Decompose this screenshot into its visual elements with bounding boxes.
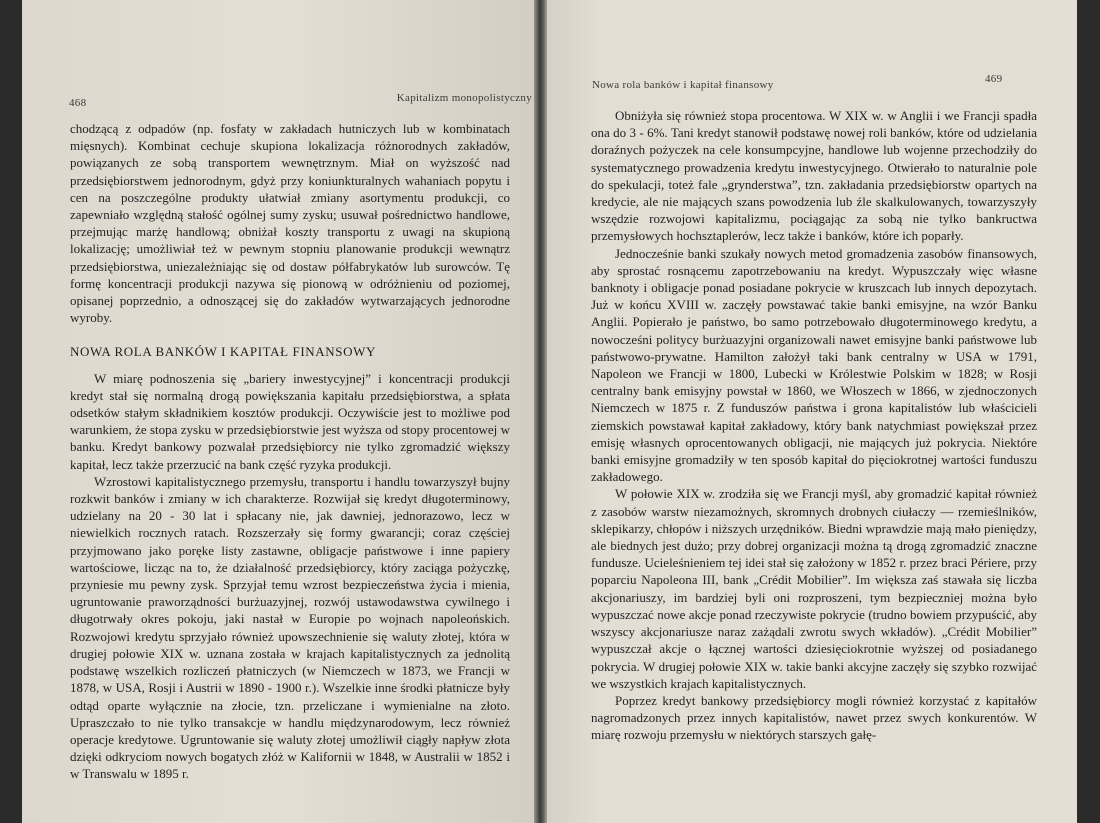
left-page-body [70,120,510,783]
section-heading: NOWA ROLA BANKÓW I KAPITAŁ FINANSOWY [70,344,376,360]
paragraph: Poprzez kredyt bankowy przedsiębiorcy mogli również korzystać z kapitałów nagromadzonych przez innych kapitalistów, nawet przez swych konkurentów. W miarę rozwoju przemysłu w niektórych starszych gałę- [591,692,1037,743]
paragraph: chodzącą z odpadów (np. fosfaty w zakładach hutniczych lub w kombinatach mięsnych). Kombinat cechuje skupiona lokalizacja różnorodnych zakładów, powiązanych ze sobą transportem wewnętrznym. Miał on wyższość nad przedsiębiorstwem jednorodnym, gdyż przy koniunkturalnych wahaniach popytu i cen na poszczególne produkty ułatwiał zmiany asortymentu produkcji, co zapewniało względną stałość ogólnej sumy zysku; usuwał pośrednictwo handlowe, przejmując marżę handlową; obniżał koszty transportu z uwagi na skupioną lokalizację; umożliwiał też w pewnym stopniu planowanie produkcji wewnątrz przedsiębiorstwa, uniezależniając się od dostaw półfabrykatów lub surowców. Tę formę koncentracji produkcji nazywa się pionową w odróżnieniu od poziomej, opisanej poprzednio, a odnoszącej się do zakładów wytwarzających jednorodne wyroby. [70,121,510,326]
right-page [547,0,1077,823]
paragraph: Wzrostowi kapitalistycznego przemysłu, transportu i handlu towarzyszył bujny rozkwit banków i zmiany w ich charakterze. Rozwijał się kredyt długoterminowy, udzielany na 20 - 30 lat i spłacany nie, jak dawniej, jednorazowo, lecz w niewielkich rocznych ratach. Rozszerzały się formy gwarancji; coraz częściej przyjmowano jako poręke listy zastawne, obligacje państwowe i inne papiery wartościowe, licząc na to, że działalność przedsiębiorcy, który zaciąga pożyczkę, przyniesie mu pewny zysk. Sprzyjał temu wzrost bezpieczeństwa życia i mienia, ugruntowanie praworządności burżuazyjnej, rozwój ustawodawstwa cywilnego i długotrwały okres pokoju, jaki nastał w Europie po wojnach napoleońskich. Rozwojowi kredytu sprzyjało również upowszechnienie się waluty złotej, która w drugiej połowie XIX w. uznana została w krajach kapitalistycznych za jednolitą podstawę wszelkich rozliczeń płatniczych (w Niemczech w 1873, we Francji w 1878, w USA, Rosji i Austrii w 1890 - 1900 r.). Wszelkie inne środki płatnicze były odtąd oparte wyłącznie na złocie, tzn. przeliczane i wymienialne na złoto. Upraszczało to nie tylko transakcje w handlu międzynarodowym, lecz również operacje kredytowe. Ugruntowanie się waluty złotej umożliwił ciągły napływ złota dzięki odkryciom nowych bogatych złóż w Kalifornii w 1848, w Australii w 1852 i w Transwalu w 1895 r. [70,473,510,782]
page-number: 469 [985,73,1003,85]
left-page [22,0,534,823]
paragraph: Obniżyła się również stopa procentowa. W XIX w. w Anglii i we Francji spadła ona do 3 - 6%. Tani kredyt stanowił podstawę nowej roli banków, które od udzielania doraźnych pożyczek na cele konsumpcyjne, handlowe lub wojenne przechodziły do systematycznego prowadzenia kredytu inwestycyjnego. Otwierało to naturalnie pole do spekulacji, toteż fale „grynderstwa”, tzn. zakładania przedsiębiorstw opartych na kredycie, ale nie mających szans powodzenia lub źle skalkulowanych, towarzyszyły wszędzie rozwojowi kapitalizmu, pociągając za sobą nie tylko bankructwa przemysłowych hochsztaplerów, lecz także i banków, które ich poparły. [591,108,1037,244]
paragraph: W miarę podnoszenia się „bariery inwestycyjnej” i koncentracji produkcji kredyt stał się normalną drogą powiększania kapitału przedsiębiorstwa, a spłata odsetków stałym składnikiem kosztów produkcji. Oczywiście jest to możliwe pod warunkiem, że stopa zysku w przedsiębiorstwie jest wyższa od stopy procentowej w banku. Kredyt bankowy pozwalał przedsiębiorcy nie tylko zgromadzić większy kapitał, lecz także przerzucić na bank część ryzyka produkcji. [70,370,510,472]
running-head: Nowa rola banków i kapitał finansowy [592,79,774,91]
right-page-body [591,107,1037,744]
page-number: 468 [69,97,87,109]
book-spine [534,0,547,823]
running-head: Kapitalizm monopolistyczny [396,92,532,104]
paragraph: W połowie XIX w. zrodziła się we Francji myśl, aby gromadzić kapitał również z zasobów warstw niezamożnych, skromnych drobnych ciułaczy — rzemieślników, sklepikarzy, chłopów i niższych urzędników. Biedni wprawdzie mają mało pieniędzy, ale biednych jest dużo; przy dobrej organizacji można tą drogą zgromadzić znaczne fundusze. Ucieleśnieniem tej idei stał się założony w 1852 r. przez braci Périere, przy poparciu Napoleona III, bank „Crédit Mobilier”. Im większa zaś stawała się liczba akcjonariuszy, im bardziej byli oni rozproszeni, tym bezpieczniej można było wypuszczać nowe akcje ponad rzeczywiste pokrycie (trudno bowiem przypuścić, aby wszyscy akcjonariusze naraz zażądali zwrotu swych wkładów). „Crédit Mobilier” wypuszczał akcje o łącznej wartości dziesięciokrotnie wyższej od posiadanego pokrycia. W drugiej połowie XIX w. takie banki akcyjne zaczęły się szybko rozwijać we wszystkich krajach kapitalistycznych. [591,486,1037,691]
paragraph: Jednocześnie banki szukały nowych metod gromadzenia zasobów finansowych, aby sprostać rosnącemu zapotrzebowaniu na kredyt. Wypuszczały więc własne banknoty i obligacje ponad posiadane pokrycie w kruszcach lub innych depozytach. Już w końcu XVIII w. zaczęły powstawać takie banki emisyjne, na wzór Banku Anglii. Popierało je państwo, bo samo potrzebowało długoterminowego kredytu, a nowocześni politycy burżuazyjni organizowali nawet emisyjne banki państwowe lub państwowo-prywatne. Hamilton założył taki bank centralny w USA w 1791, Napoleon we Francji w 1800, Lubecki w Królestwie Polskim w 1828; w Rosji centralny bank emisyjny powstał w 1860, we Włoszech w 1866, w zjednoczonych Niemczech w 1875 r. Z funduszów państwa i grona kapitalistów lub właścicieli ziemskich powstawał kapitał zakładowy, który bank natychmiast powiększał przez emisję własnych oprocentowanych obligacji, nie mających już pokrycia. Niektóre banki emisyjne gromadziły w ten sposób kapitał do pięciokrotnej wartości funduszu zakładowego. [591,245,1037,485]
